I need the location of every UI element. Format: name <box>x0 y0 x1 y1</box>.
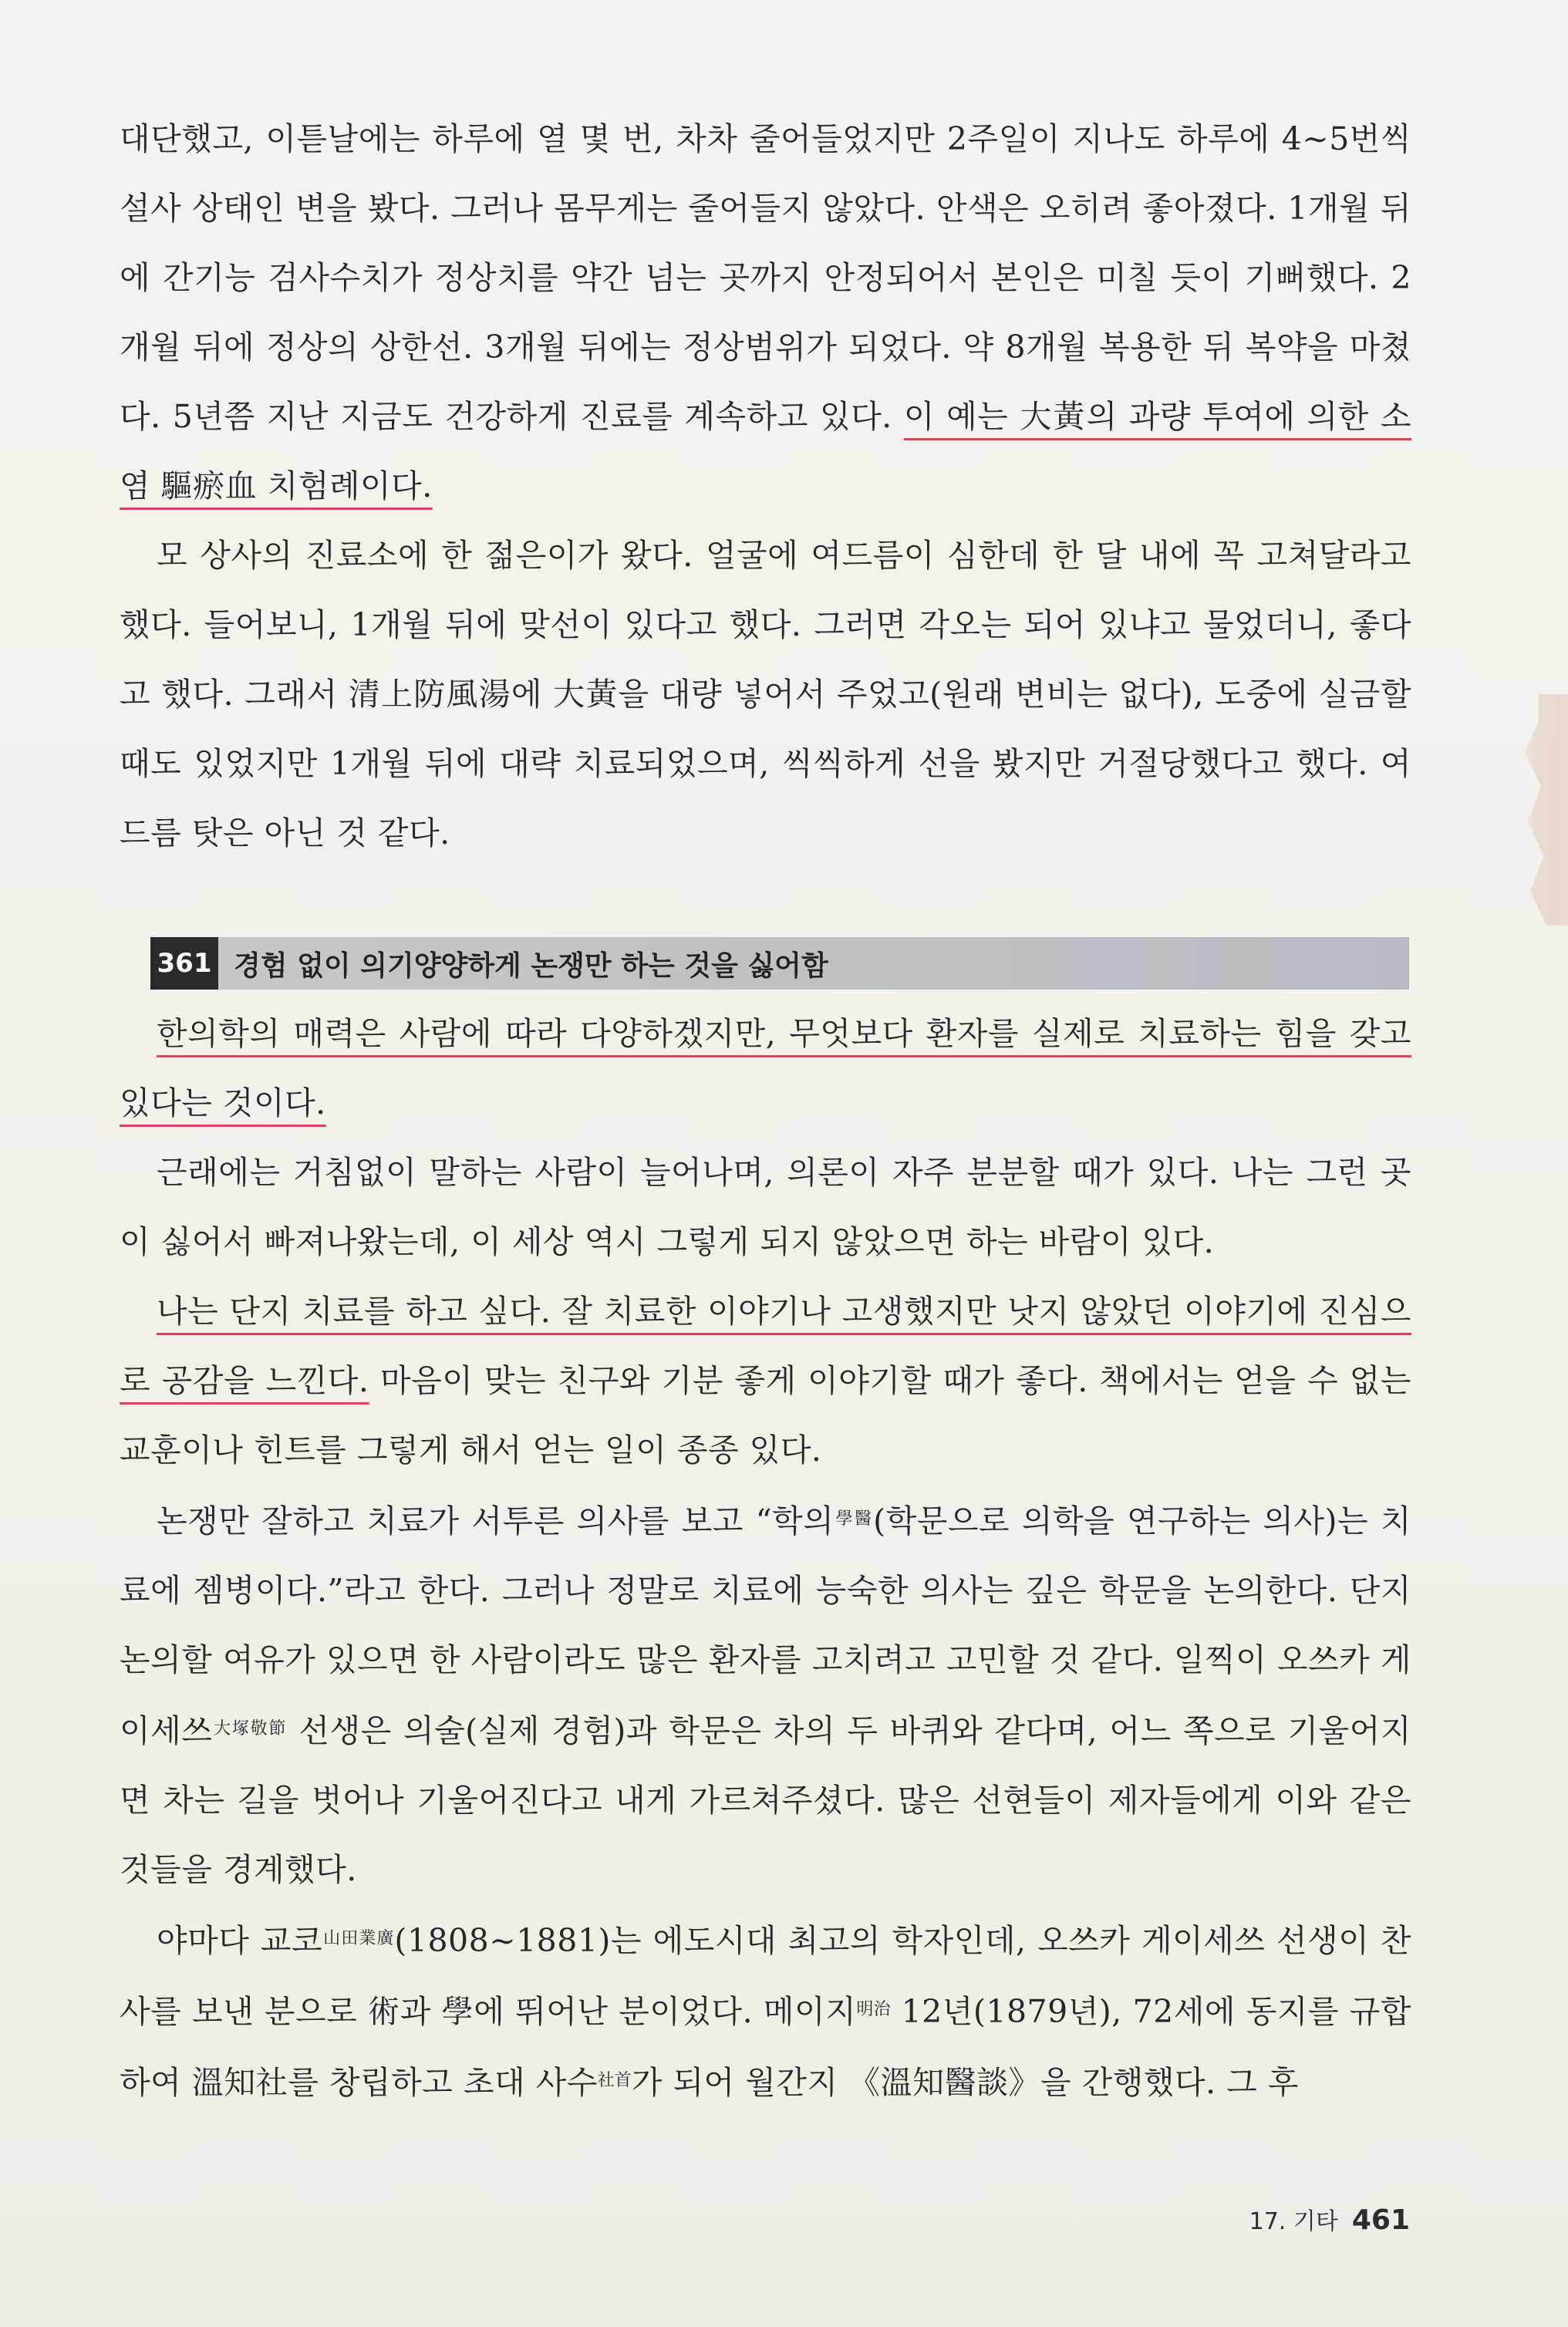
text-run: 모 상사의 진료소에 한 젊은이가 왔다. 얼굴에 여드름이 심한데 한 달 내에 꼭 고쳐달라고 했다. 들어보니, 1개월 뒤에 맞선이 있다고 했다. 그러면 각오는 되어 있냐고 물었더니, 좋다고 했다. 그래서 清上防風湯에 大黃을 대량 넣어서 주었고(원래 변비는 없다), 도중에 실금할 때도 있었지만 1개월 뒤에 대략 치료되었으며, 씩씩하게 선을 봤지만 거절당했다고 했다. 여드름 탓은 아닌 것 같다. <box>120 537 1411 852</box>
text-run: 근래에는 거침없이 말하는 사람이 늘어나며, 의론이 자주 분분할 때가 있다. 나는 그런 곳이 싫어서 빠져나왔는데, 이 세상 역시 그렇게 되지 않았으면 하는 바람이 있다. <box>120 1154 1411 1260</box>
body-text-top <box>120 104 1411 868</box>
torn-paper-edge <box>1514 694 1568 926</box>
paragraph <box>120 1904 1411 2117</box>
text-run: 선생은 의술(실제 경험)과 학문은 차의 두 바퀴와 같다며, 어느 쪽으로 기울어지면 차는 길을 벗어나 기울어진다고 내게 가르쳐주셨다. 많은 선현들이 제자들에게 이와 같은 것들을 경계했다. <box>120 1712 1411 1888</box>
paragraph <box>120 1276 1411 1485</box>
text-run: 야마다 교코 <box>157 1922 323 1959</box>
paragraph <box>120 999 1411 1138</box>
page-footer <box>1249 2202 1410 2236</box>
hanja-annotation: 大塚敬節 <box>212 1719 288 1739</box>
paragraph <box>120 1138 1411 1276</box>
chapter-label: 17. 기타 <box>1249 2208 1338 2235</box>
underlined-text: 한의학의 매력은 사람에 따라 다양하겠지만, 무엇보다 환자를 실제로 치료하는 힘을 갖고 있다는 것이다. <box>120 1015 1411 1121</box>
text-run: 대단했고, 이튿날에는 하루에 열 몇 번, 차차 줄어들었지만 2주일이 지나도 하루에 4∼5번씩 설사 상태인 변을 봤다. 그러나 몸무게는 줄어들지 않았다. 안색은 오히려 좋아졌다. 1개월 뒤에 간기능 검사수치가 정상치를 약간 넘는 곳까지 안정되어서 본인은 미칠 듯이 기뻐했다. 2개월 뒤에 정상의 상한선. 3개월 뒤에는 정상범위가 되었다. 약 8개월 복용한 뒤 복약을 마쳤다. 5년쯤 지난 지금도 건강하게 진료를 계속하고 있다. <box>120 120 1411 435</box>
underlined-text: 이 예는 大黃의 과량 투여에 의한 소염 驅瘀血 치험례이다. <box>120 398 1412 504</box>
section-title: 경험 없이 의기양양하게 논쟁만 하는 것을 싫어함 <box>234 949 828 982</box>
paragraph <box>120 104 1411 521</box>
body-text-bottom <box>120 999 1411 2117</box>
hanja-annotation: 學醫 <box>834 1509 874 1529</box>
paragraph <box>120 521 1411 868</box>
section-number-badge: 361 <box>150 937 218 990</box>
text-run: 12년(1879년), 72세에 동지를 규합하여 溫知社를 창립하고 초대 사수 <box>120 1993 1411 2101</box>
underlined-text: 나는 단지 치료를 하고 싶다. 잘 치료한 이야기나 고생했지만 낫지 않았던 이야기에 진심으로 공감을 느낀다. <box>120 1293 1411 1399</box>
section-heading <box>150 937 1409 990</box>
page-number: 461 <box>1351 2204 1410 2236</box>
text-run: 가 되어 월간지 《溫知醫談》을 간행했다. 그 후 <box>631 2064 1299 2101</box>
text-run: (학문으로 의학을 연구하는 의사)는 치료에 젬병이다.”라고 한다. 그러나 정말로 치료에 능숙한 의사는 깊은 학문을 논의한다. 단지 논의할 여유가 있으면 한 사람이라도 많은 환자를 고치려고 고민할 것 같다. 일찍이 오쓰카 게이세쓰 <box>120 1502 1411 1749</box>
hanja-annotation: 社首 <box>597 2071 632 2090</box>
paragraph <box>120 1485 1411 1904</box>
hanja-annotation: 明治 <box>856 2000 891 2019</box>
text-run: (1808∼1881)는 에도시대 최고의 학자인데, 오쓰카 게이세쓰 선생이 찬사를 보낸 분으로 術과 學에 뛰어난 분이었다. 메이지 <box>120 1922 1411 2030</box>
text-run: 마음이 맞는 친구와 기분 좋게 이야기할 때가 좋다. 책에서는 얻을 수 없는 교훈이나 힌트를 그렇게 해서 얻는 일이 종종 있다. <box>120 1362 1411 1469</box>
hanja-annotation: 山田業廣 <box>322 1929 395 1948</box>
text-run: 논쟁만 잘하고 치료가 서투른 의사를 보고 “학의 <box>157 1502 835 1540</box>
